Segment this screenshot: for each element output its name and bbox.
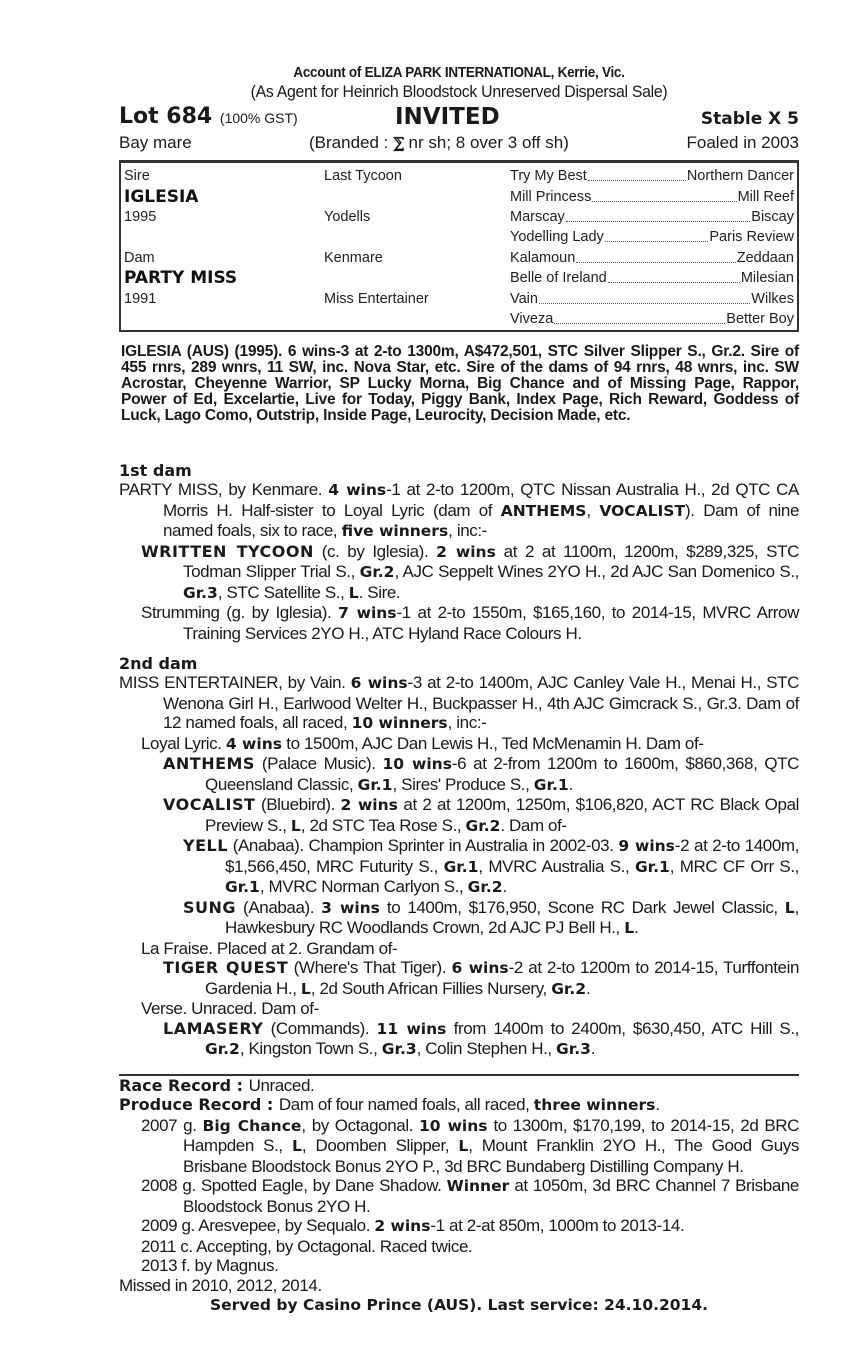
pedigree-ancestor-line — [510, 227, 794, 247]
text: at 2 at 1100m, 1200m, $289,325, STC Todman Slipper Trial S., — [183, 541, 799, 581]
produce-record-label: Produce Record : — [119, 1095, 279, 1114]
text: (Commands). — [263, 1018, 377, 1038]
text: , MVRC Australia S., — [478, 856, 635, 876]
grade-label: Gr.2 — [467, 878, 503, 896]
leader-dots — [576, 248, 735, 263]
black-type-name: VOCALIST — [599, 501, 686, 520]
black-type-name: VOCALIST — [163, 795, 256, 814]
grade-label: Gr.1 — [533, 775, 569, 794]
bold-text: three winners — [533, 1096, 656, 1114]
bold-text: 6 wins — [350, 674, 408, 692]
bold-text: 2 wins — [374, 1217, 431, 1235]
ancestor-sire: Paris Review — [709, 229, 794, 245]
grade-label: L — [290, 816, 301, 835]
pedigree-table — [119, 163, 799, 332]
ancestor-sire: Northern Dancer — [686, 168, 794, 184]
text: Dam of four named foals, all raced, — [278, 1095, 534, 1114]
brand-prefix: (Branded : — [309, 133, 394, 152]
produce-entry — [119, 1116, 799, 1177]
lot-label: Lot 684 — [119, 104, 213, 129]
grade-label: Gr.1 — [443, 857, 479, 876]
text: at 1050m, 3d BRC Channel 7 Brisbane Bloodstock Bonus 2YO H. — [183, 1176, 799, 1216]
grade-label: Gr.2 — [359, 563, 395, 581]
ancestor-name: Viveza — [510, 311, 554, 327]
text: Loyal Lyric. — [141, 733, 226, 753]
ancestor-sire: Zeddaan — [736, 250, 794, 266]
text: , inc:- — [448, 521, 487, 540]
second-dam-description — [119, 673, 799, 734]
bold-text: 4 wins — [328, 481, 387, 499]
text: -3 at 2-to 1400m, AJC Canley Vale H., Menai H., STC Wenona Girl H., Earlwood Welter H., Buckpasser H., 4th AJC Gimcrack S., Gr.3. Dam of 12 named foals, all raced, — [163, 673, 799, 732]
first-dam-description — [119, 480, 799, 542]
bold-text: 2 wins — [436, 542, 496, 561]
pedigree-row — [124, 309, 794, 329]
bold-text: 6 wins — [451, 959, 509, 977]
bold-text: five winners — [341, 522, 449, 540]
text: . Sire. — [358, 582, 401, 602]
offspring-entry — [119, 898, 799, 939]
bold-text: Winner — [446, 1177, 510, 1195]
pedigree-ancestor-line — [510, 248, 794, 268]
black-type-name: SUNG — [183, 897, 237, 917]
dam-year: 1991 — [124, 291, 157, 307]
leader-dots — [608, 268, 740, 283]
pedigree-row — [124, 166, 794, 186]
pedigree-row — [124, 289, 794, 309]
text: , — [586, 500, 600, 520]
grade-label: Gr.1 — [634, 857, 670, 876]
text: , Doomben Slipper, — [301, 1136, 459, 1155]
ancestor-sire: Wilkes — [751, 291, 794, 307]
pedigree-grandsire: Last Tycoon — [324, 168, 402, 184]
grade-label: L — [300, 979, 311, 998]
pedigree-ancestor-line — [510, 166, 794, 186]
grade-label: L — [784, 898, 795, 917]
text: at 2 at 1200m, 1250m, $106,820, ACT RC Black Opal Preview S., — [205, 795, 799, 835]
offspring-entry — [119, 958, 799, 999]
offspring-entry — [119, 836, 799, 898]
horse-description-row — [119, 131, 799, 155]
pedigree-row — [124, 248, 794, 268]
pedigree-row — [124, 207, 794, 227]
ancestor-sire: Better Boy — [726, 311, 794, 327]
sire-year: 1995 — [124, 209, 157, 225]
bold-text: 10 winners — [351, 714, 448, 732]
grade-label: L — [458, 1137, 469, 1155]
grade-label: Gr.2 — [205, 1040, 240, 1058]
race-record — [119, 1076, 799, 1096]
pedigree-ancestor-line — [510, 207, 794, 227]
text: , Sires' Produce S., — [392, 774, 534, 794]
text: ). Dam of nine named foals, six to race, — [163, 500, 800, 540]
text: . — [502, 877, 507, 896]
text: . Dam of- — [500, 815, 567, 835]
text: (Where's That Tiger). — [288, 958, 452, 977]
missed-years: Missed in 2010, 2012, 2014. — [119, 1275, 322, 1295]
offspring-entry — [119, 1019, 799, 1060]
text: , Colin Stephen H., — [416, 1039, 557, 1058]
pedigree-row — [124, 187, 794, 207]
text: . — [590, 1039, 596, 1058]
pedigree-ancestor-line — [510, 309, 794, 329]
black-type-name: LAMASERY — [163, 1018, 264, 1038]
pedigree-granddam: Yodells — [324, 209, 371, 225]
vendor-account: Account of ELIZA PARK INTERNATIONAL, Kerrie, Vic. — [293, 64, 625, 81]
black-type-name: TIGER QUEST — [163, 958, 289, 977]
offspring-entry — [119, 734, 799, 755]
grade-label: L — [624, 919, 635, 937]
black-type-name: ANTHEMS — [163, 754, 255, 773]
served-by-note: Served by Casino Prince (AUS). Last service: 24.10.2014. — [209, 1296, 709, 1314]
ancestor-name: Mill Princess — [510, 189, 592, 205]
bold-text: 10 wins — [382, 755, 452, 773]
text: -2 at 2-to 1400m, $1,566,450, MRC Futurity S., — [225, 836, 799, 876]
catalogue-page — [119, 62, 799, 1315]
ancestor-name: Kalamoun — [510, 250, 576, 266]
ancestor-name: Belle of Ireland — [510, 270, 607, 286]
ancestor-name: Try My Best — [510, 168, 587, 184]
leader-dots — [539, 289, 750, 304]
grade-label: Gr.2 — [551, 979, 587, 998]
pedigree-ancestor-line — [510, 187, 794, 207]
grade-label: Gr.1 — [357, 775, 393, 794]
produce-entry: 2013 f. by Magnus. — [141, 1256, 279, 1275]
text: , Mount Franklin 2YO H., The Good Guys Brisbane Bloodstock Bonus 2YO P., 3d BRC Bundaberg Distilling Company H. — [183, 1136, 799, 1176]
pedigree-row — [124, 268, 794, 288]
grade-label: Gr.2 — [465, 816, 501, 835]
text: , 2d STC Tea Rose S., — [300, 815, 466, 835]
agent-note: (As Agent for Heinrich Bloodstock Unreserved Dispersal Sale) — [250, 83, 668, 101]
leader-dots — [605, 227, 709, 242]
offspring-entry: La Fraise. Placed at 2. Grandam of- — [141, 938, 398, 958]
text: (Bluebird). — [255, 795, 341, 814]
text: to 1500m, AJC Dan Lewis H., Ted McMenamin H. Dam of- — [281, 733, 704, 753]
text: , Hawkesbury RC Woodlands Crown, 2d AJC PJ Bell H., — [225, 897, 799, 937]
produce-entry — [119, 1176, 799, 1216]
bold-text: 9 wins — [618, 837, 675, 855]
produce-record — [119, 1095, 799, 1116]
pedigree-ancestor-line — [510, 268, 794, 288]
text: (Anabaa). Champion Sprinter in Australia in 2002-03. — [227, 836, 619, 855]
pedigree-row — [124, 227, 794, 247]
text: -6 at 2-from 1200m to 1600m, $860,368, QTC Queensland Classic, — [205, 754, 800, 794]
offspring-entry — [119, 795, 799, 836]
text: (Anabaa). — [236, 897, 322, 917]
leader-dots — [566, 207, 750, 222]
second-dam-heading: 2nd dam — [119, 654, 198, 673]
offspring-entry: Verse. Unraced. Dam of- — [141, 999, 319, 1018]
leader-dots — [588, 166, 686, 181]
dam-name: PARTY MISS — [124, 268, 238, 288]
ancestor-sire: Milesian — [740, 270, 794, 286]
lot-row — [119, 103, 799, 131]
text: , MRC CF Orr S., — [669, 856, 799, 876]
offspring-entry — [119, 754, 799, 795]
text: (Palace Music). — [254, 754, 383, 773]
bold-text: Big Chance — [202, 1116, 302, 1135]
foaled-year: Foaled in 2003 — [686, 133, 799, 152]
stable-location: Stable X 5 — [700, 109, 799, 129]
bold-text: 4 wins — [225, 734, 282, 753]
sire-name: IGLESIA — [124, 187, 199, 207]
pedigree-ancestor-line — [510, 289, 794, 309]
race-record-label: Race Record : — [119, 1075, 249, 1095]
second-dam-section — [119, 655, 799, 1060]
brand-mark-icon: ⅀ — [393, 134, 404, 152]
gst-note: (100% GST) — [219, 110, 298, 126]
race-record-value: Unraced. — [248, 1075, 315, 1095]
pedigree-damdam: Miss Entertainer — [324, 291, 429, 307]
text: . — [568, 774, 573, 794]
text: -1 at 2-to 1550m, $165,160, to 2014-15, MVRC Arrow Training Services 2YO H., ATC Hyland Race Colours H. — [183, 603, 799, 643]
pedigree-label-dam: Dam — [124, 250, 155, 266]
bold-text: 2 wins — [340, 796, 398, 814]
black-type-name: YELL — [183, 836, 228, 855]
grade-label: Gr.3 — [183, 583, 218, 602]
text: . — [634, 918, 639, 937]
grade-label: Gr.3 — [381, 1040, 417, 1058]
leader-dots — [554, 309, 725, 324]
bold-text: 10 wins — [419, 1116, 488, 1135]
text: -1 at 2-to 1200m, QTC Nissan Australia H., 2d QTC CA Morris H. Half-sister to Loyal Lyric (dam of — [163, 480, 799, 520]
text: . — [655, 1095, 660, 1114]
text: 2007 g. — [141, 1115, 203, 1135]
text: MISS ENTERTAINER, by Vain. — [119, 673, 351, 692]
text: 2008 g. Spotted Eagle, by Dane Shadow. — [141, 1176, 447, 1195]
produce-entry: 2011 c. Accepting, by Octagonal. Raced twice. — [141, 1236, 473, 1256]
text: to 1300m, $170,199, to 2014-15, 2d BRC Hampden S., — [183, 1115, 800, 1155]
ancestor-sire: Mill Reef — [737, 189, 794, 205]
grade-label: Gr.3 — [556, 1040, 591, 1058]
grade-label: L — [348, 583, 359, 602]
text: , by Octagonal. — [301, 1115, 419, 1135]
lot-status: INVITED — [395, 104, 500, 130]
lot-number — [119, 103, 298, 132]
ancestor-sire: Biscay — [751, 209, 794, 225]
first-dam-section — [119, 462, 799, 643]
grade-label: L — [291, 1137, 302, 1155]
grade-label: Gr.1 — [225, 878, 260, 896]
pedigree-damsire: Kenmare — [324, 250, 383, 266]
black-type-name: ANTHEMS — [500, 501, 587, 520]
text: from 1400m to 2400m, $630,450, ATC Hill S., — [446, 1018, 800, 1038]
text: to 1400m, $176,950, Scone RC Dark Jewel Classic, — [379, 897, 785, 917]
bold-text: 7 wins — [338, 604, 397, 622]
text: -1 at 2-at 850m, 1000m to 2013-14. — [430, 1216, 685, 1235]
text: PARTY MISS, by Kenmare. — [119, 480, 329, 499]
text: , inc:- — [447, 713, 487, 732]
text: . — [586, 978, 591, 998]
ancestor-name: Marscay — [510, 209, 565, 225]
ancestor-name: Vain — [510, 291, 538, 307]
black-type-name: WRITTEN TYCOON — [141, 541, 314, 561]
bold-text: 3 wins — [321, 898, 380, 917]
offspring-entry — [119, 542, 799, 604]
brand-info — [309, 131, 569, 155]
offspring-entry — [119, 603, 799, 643]
text: , MVRC Norman Carlyon S., — [259, 877, 468, 896]
text: , 2d South African Fillies Nursery, — [310, 978, 552, 998]
brand-suffix: nr sh; 8 over 3 off sh) — [403, 133, 569, 152]
first-dam-heading: 1st dam — [119, 461, 192, 480]
text: Strumming (g. by Iglesia). — [141, 603, 339, 622]
produce-entry — [119, 1216, 799, 1237]
text: -2 at 2-to 1200m to 2014-15, Turffontein Gardenia H., — [205, 958, 800, 998]
ancestor-name: Yodelling Lady — [510, 229, 604, 245]
text: 2009 g. Aresvepee, by Sequalo. — [141, 1216, 375, 1235]
bold-text: 11 wins — [376, 1019, 447, 1038]
text: , Kingston Town S., — [239, 1039, 382, 1058]
horse-description: Bay mare — [119, 133, 192, 152]
text: , STC Satellite S., — [217, 582, 349, 602]
leader-dots — [592, 187, 736, 202]
text: , AJC Seppelt Wines 2YO H., 2d AJC San Domenico S., — [394, 562, 799, 581]
text: (c. by Iglesia). — [313, 541, 437, 561]
pedigree-label-sire: Sire — [124, 168, 150, 184]
sire-summary: IGLESIA (AUS) (1995). 6 wins-3 at 2-to 1300m, A$472,501, STC Silver Slipper S., Gr.2. Sire of 455 rnrs, 289 wnrs, 11 SW, inc. Nova Star, etc. Sire of the dams of 94 rnrs, 48 wnrs, inc. SW Acrostar, Cheyenne Warrior, SP Lucky Morna, Big Chance and of Missing Page, Rappor, Power of Ed, Excelartie, Live for Today, Piggy Bank, Index Page, Rich Reward, Goddess of Luck, Lago Como, Outstrip, Inside Page, Leurocity, Decision Made, etc. — [121, 343, 799, 424]
